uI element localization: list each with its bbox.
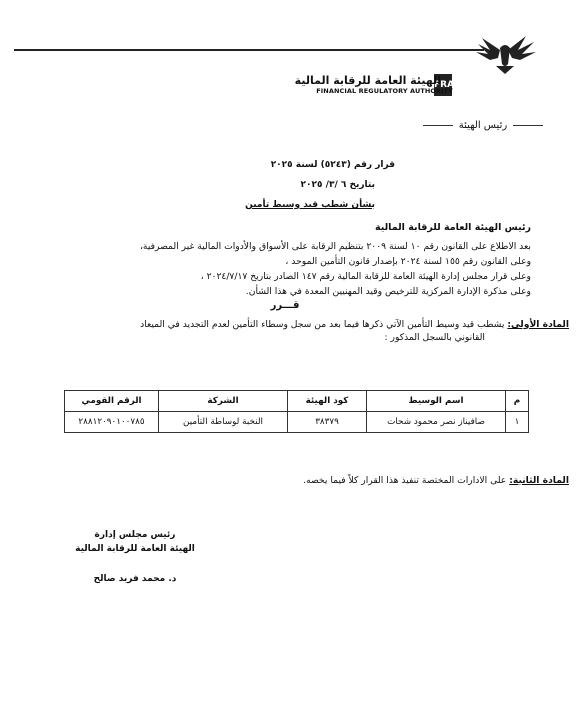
preamble-line: وعلى قرار مجلس إدارة الهيئة العامة للرقابة المالية رقم ١٤٧ الصادر بتاريخ ٢٠٢٤/٧/١٧ ، <box>200 271 531 282</box>
logo-mark: FRA <box>434 74 452 96</box>
decision-date: بتاريخ ٦ /٣/ ٢٠٢٥ <box>300 180 375 190</box>
role-line <box>398 120 568 131</box>
role-title: رئيس الهيئة <box>458 120 508 131</box>
org-name-arabic: الهيئة العامة للرقابة المالية <box>294 74 441 87</box>
decision-subject: بشأن شطب قيد وسيط تأمين <box>245 200 375 210</box>
preamble-line: وعلى مذكرة الإدارة المركزية للترخيص وقيد المهنيين المعدة في هذا الشأن. <box>245 286 531 297</box>
signature-title-2: الهيئة العامة للرقابة المالية <box>75 544 195 554</box>
preamble <box>31 240 531 298</box>
cell-national-id: ٢٨٨١٢٠٩٠١٠٠٧٨٥ <box>65 412 159 433</box>
cell-company: النخبة لوساطة التأمين <box>159 412 288 433</box>
article-2-label: المادة الثانية: <box>509 475 569 486</box>
brokers-table <box>64 390 529 433</box>
table-header-row <box>65 391 529 412</box>
signature-name: د. محمد فريد صالح <box>93 574 177 584</box>
decision-number: قرار رقم (٥٢٤٣) لسنة ٢٠٢٥ <box>270 160 395 170</box>
signature-block <box>60 530 210 584</box>
decided-word: قـــرر <box>270 300 300 311</box>
article-1 <box>29 318 569 344</box>
dash-left <box>513 125 543 126</box>
col-header-broker-name: اسم الوسيط <box>367 391 506 412</box>
eagle-icon <box>438 30 560 92</box>
preamble-line: بعد الاطلاع على القانون رقم ١٠ لسنة ٢٠٠٩ بتنظيم الرقابة على الأسواق والأدوات المالية غير المصرفية، <box>139 241 531 252</box>
article-1-text: يشطب قيد وسيط التأمين الآتي ذكرها فيما بعد من سجل وسطاء التأمين لعدم التجديد في الميعاد <box>140 319 505 330</box>
issuer-heading: رئيس الهيئة العامة للرقابة المالية <box>374 222 531 233</box>
cell-broker-name: صافيناز نصر محمود شحات <box>367 412 506 433</box>
table-row <box>65 412 529 433</box>
article-1-text-cont: القانوني بالسجل المذكور : <box>384 332 485 343</box>
col-header-index: م <box>506 391 529 412</box>
header-rule <box>14 49 484 51</box>
col-header-national-id: الرقم القومي <box>65 391 159 412</box>
dash-right <box>423 125 453 126</box>
article-2 <box>29 474 569 487</box>
org-name-english: FINANCIAL REGULATORY AUTHORITY <box>316 87 453 95</box>
article-1-label: المادة الأولى: <box>507 319 569 330</box>
col-header-company: الشركة <box>159 391 288 412</box>
cell-index: ١ <box>506 412 529 433</box>
col-header-authority-code: كود الهيئة <box>288 391 367 412</box>
cell-authority-code: ٣٨٣٧٩ <box>288 412 367 433</box>
preamble-line: وعلى القانون رقم ١٥٥ لسنة ٢٠٢٤ بإصدار قانون التأمين الموحد ، <box>285 256 531 267</box>
signature-title-1: رئيس مجلس إدارة <box>94 530 176 540</box>
article-2-text: على الادارات المختصة تنفيذ هذا القرار كلاً فيما يخصه. <box>303 475 507 486</box>
fra-logo <box>438 30 560 92</box>
